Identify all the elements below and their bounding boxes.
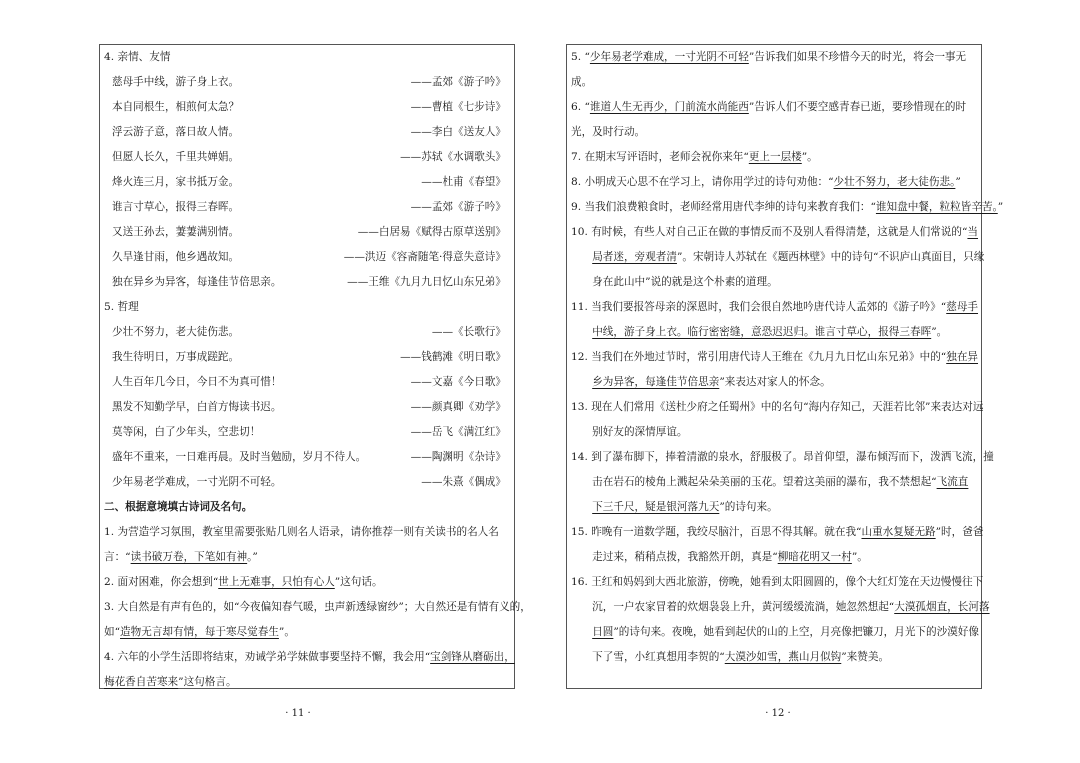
line-segment: 言：“ bbox=[104, 551, 131, 563]
line-segment: 4. 六年的小学生活即将结束，劝诫学弟学妹做事要坚持不懈，我会用“ bbox=[104, 651, 431, 663]
answer-text: 柳暗花明又一村 bbox=[777, 551, 852, 563]
quote-source: ——杜甫《春望》 bbox=[421, 176, 506, 188]
line-text: 少年易老学难成，一寸光阴不可轻。 bbox=[112, 476, 282, 488]
text-line bbox=[567, 445, 994, 470]
text-line bbox=[567, 245, 985, 270]
line-text bbox=[571, 420, 688, 445]
text-line bbox=[567, 620, 981, 645]
answer-text: 乡为异客，每逢佳节倍思亲 bbox=[592, 376, 720, 388]
text-line bbox=[567, 545, 981, 570]
text-line bbox=[567, 495, 981, 520]
text-line bbox=[567, 195, 1004, 220]
quote-line bbox=[100, 70, 514, 95]
quote-line bbox=[100, 220, 514, 245]
quote-source: ——岳飞《满江红》 bbox=[410, 426, 506, 438]
line-segment: 沉，一户农家冒着的炊烟袅袅上升，黄河缓缓流淌，她忽然想起“ bbox=[571, 601, 895, 613]
line-text bbox=[104, 520, 499, 545]
line-text bbox=[104, 620, 295, 645]
line-segment: 7. 在期末写评语时，老师会祝你来年“ bbox=[571, 151, 749, 163]
line-segment: ”。 bbox=[801, 151, 818, 163]
line-text bbox=[571, 545, 868, 570]
line-segment: 走过来，稍稍点拨，我豁然开朗，真是“ bbox=[571, 551, 778, 563]
line-segment: ”。 bbox=[851, 551, 868, 563]
line-segment: 击在岩石的棱角上溅起朵朵美丽的玉花。望着这美丽的瀑布，我不禁想起“ bbox=[571, 476, 937, 488]
line-segment: 别好友的深情厚谊。 bbox=[571, 426, 688, 438]
text-line bbox=[567, 45, 981, 70]
text-line bbox=[567, 145, 981, 170]
line-segment: ”时，爸爸 bbox=[935, 526, 984, 538]
line-text bbox=[571, 595, 990, 620]
line-segment: ”告诉人们不要空感青春已逝，要珍惜现在的时 bbox=[748, 101, 967, 113]
text-line bbox=[567, 95, 981, 120]
line-segment: 8. 小明成天心思不在学习上，请你用学过的诗句劝他：“ bbox=[571, 176, 834, 188]
text-line bbox=[100, 520, 514, 545]
line-text: 谁言寸草心，报得三春晖。 bbox=[112, 201, 240, 213]
line-segment: 1. 为营造学习氛围，教室里需要张贴几则名人语录，请你推荐一则有关读书的名人名 bbox=[104, 526, 499, 538]
line-text: 二、根据意境填古诗词及名句。 bbox=[104, 501, 253, 513]
answer-text: 当 bbox=[967, 226, 979, 238]
line-segment: ”来表达对家人的怀念。 bbox=[719, 376, 831, 388]
line-text bbox=[571, 370, 831, 395]
answer-text: 宝剑锋从磨砺出， bbox=[430, 651, 515, 663]
line-text bbox=[571, 345, 978, 370]
page-number-left: · 11 · bbox=[285, 708, 311, 719]
quote-line bbox=[100, 345, 514, 370]
quote-line bbox=[100, 145, 514, 170]
quote-line bbox=[100, 395, 514, 420]
line-segment: ”。 bbox=[931, 326, 948, 338]
line-text: 莫等闲，白了少年头，空悲切！ bbox=[112, 426, 261, 438]
section-heading bbox=[100, 495, 514, 520]
line-text bbox=[571, 570, 983, 595]
line-text: 5. 哲理 bbox=[104, 301, 139, 313]
line-text bbox=[571, 620, 979, 645]
text-line bbox=[567, 345, 981, 370]
line-text: 慈母手中线，游子身上衣。 bbox=[112, 76, 240, 88]
line-segment: ”的诗句来。夜晚，她看到起伏的山的上空，月亮像把镰刀，月光下的沙漠好像 bbox=[613, 626, 979, 638]
text-line bbox=[567, 120, 981, 145]
line-text bbox=[571, 95, 966, 120]
line-segment: ”告诉我们如果不珍惜今天的时光，将会一事无 bbox=[748, 51, 967, 63]
line-text bbox=[571, 645, 889, 670]
line-segment: 2. 面对困难，你会想到“ bbox=[104, 576, 219, 588]
quote-line bbox=[100, 270, 514, 295]
line-text: 浮云游子意，落日故人情。 bbox=[112, 126, 240, 138]
quote-source: ——陶渊明《杂诗》 bbox=[410, 451, 506, 463]
quote-source: ——洪迈《容斋随笔·得意失意诗》 bbox=[343, 251, 506, 263]
line-segment: ”的诗句来。 bbox=[719, 501, 778, 513]
line-text bbox=[571, 445, 994, 470]
quote-line bbox=[100, 470, 514, 495]
line-segment: ”。 bbox=[278, 626, 295, 638]
line-text bbox=[571, 520, 983, 545]
line-text bbox=[571, 120, 645, 145]
line-segment bbox=[571, 251, 592, 263]
line-text: 本自同根生，相煎何太急？ bbox=[112, 101, 240, 113]
line-text: 盛年不重来，一日难再晨。及时当勉励，岁月不待人。 bbox=[112, 451, 367, 463]
answer-text: 局者迷，旁观者清 bbox=[592, 251, 677, 263]
line-text bbox=[571, 70, 592, 95]
line-segment: 12. 当我们在外地过节时，常引用唐代诗人王维在《九月九日忆山东兄弟》中的“ bbox=[571, 351, 947, 363]
line-segment bbox=[571, 376, 592, 388]
line-segment: 13. 现在人们常用《送杜少府之任蜀州》中的名句“海内存知己，天涯若比邻”来表达对远 bbox=[571, 401, 984, 413]
line-text: 又送王孙去，萋萋满别情。 bbox=[112, 226, 240, 238]
text-line bbox=[567, 645, 981, 670]
line-text: 人生百年几今日，今日不为真可惜！ bbox=[112, 376, 282, 388]
line-segment: 成。 bbox=[571, 76, 593, 88]
line-text bbox=[571, 145, 818, 170]
text-line bbox=[567, 320, 981, 345]
line-segment: 16. 王红和妈妈到大西北旅游，傍晚，她看到太阳圆圆的，像个大红灯笼在天边慢慢往下 bbox=[571, 576, 984, 588]
quote-source: ——颜真卿《劝学》 bbox=[410, 401, 506, 413]
line-text bbox=[104, 670, 237, 695]
page-number-right: · 12 · bbox=[765, 708, 791, 719]
line-text bbox=[571, 270, 778, 295]
line-text bbox=[571, 245, 984, 270]
answer-text: 少壮不努力，老大徒伤悲。 bbox=[833, 176, 956, 188]
answer-text: 中线，游子身上衣。临行密密缝，意恐迟迟归。谁言寸草心，报得三春晖 bbox=[592, 326, 932, 338]
answer-text: 山重水复疑无路 bbox=[861, 526, 936, 538]
line-text: 黑发不知勤学早，白首方悔读书迟。 bbox=[112, 401, 282, 413]
quote-source: ——钱鹤滩《明日歌》 bbox=[400, 351, 506, 363]
line-text bbox=[104, 570, 383, 595]
text-line bbox=[567, 570, 984, 595]
line-segment: ”这句格言。 bbox=[178, 676, 237, 688]
text-line bbox=[100, 645, 514, 670]
line-segment: 14. 到了瀑布脚下，捧着清澈的泉水，舒服极了。昂首仰望，瀑布倾泻而下，泼洒飞流，撞 bbox=[571, 451, 994, 463]
answer-text: 慈母手 bbox=[946, 301, 979, 313]
answer-text: 大漠孤烟直，长河落 bbox=[894, 601, 990, 613]
line-segment: ” bbox=[997, 201, 1004, 213]
line-segment: 身在此山中”说的就是这个朴素的道理。 bbox=[571, 276, 778, 288]
quote-line bbox=[100, 420, 514, 445]
answer-text: 梅花香自苦寒来 bbox=[104, 676, 179, 688]
line-segment: 光，及时行动。 bbox=[571, 126, 646, 138]
line-text bbox=[571, 470, 968, 495]
text-line bbox=[567, 420, 981, 445]
quote-line bbox=[100, 445, 514, 470]
text-line bbox=[567, 395, 984, 420]
line-text: 烽火连三月，家书抵万金。 bbox=[112, 176, 240, 188]
quote-source: ——曹植《七步诗》 bbox=[410, 101, 506, 113]
text-line bbox=[100, 620, 514, 645]
quote-source: ——李白《送友人》 bbox=[410, 126, 506, 138]
line-text bbox=[571, 220, 978, 245]
quote-line bbox=[100, 170, 514, 195]
answer-text: 造物无言却有情，每于寒尽觉春生 bbox=[120, 626, 279, 638]
quote-line bbox=[100, 320, 514, 345]
text-line bbox=[567, 295, 981, 320]
line-segment: 3. 大自然是有声有色的，如“今夜偏知春气暖，虫声新透绿窗纱”；大自然还是有情有义的， bbox=[104, 601, 531, 613]
line-text bbox=[571, 195, 1003, 220]
line-segment: ”。宋朝诗人苏轼在《题西林壁》中的诗句“不识庐山真面目，只缘 bbox=[676, 251, 985, 263]
text-line bbox=[100, 545, 514, 570]
answer-text: 更上一层楼 bbox=[748, 151, 802, 163]
answer-text: 下三千尺，疑是银河落九天 bbox=[592, 501, 720, 513]
line-segment: 。” bbox=[247, 551, 258, 563]
quote-line bbox=[100, 370, 514, 395]
line-text bbox=[104, 545, 258, 570]
line-text: 少壮不努力，老大徒伤悲。 bbox=[112, 326, 240, 338]
quote-line bbox=[100, 120, 514, 145]
answer-text: 独在异 bbox=[946, 351, 979, 363]
right-page bbox=[566, 44, 1004, 689]
line-segment: 9. 当我们浪费粮食时，老师经常用唐代李绅的诗句来教育我们：“ bbox=[571, 201, 876, 213]
text-line bbox=[100, 570, 514, 595]
line-text: 独在异乡为异客，每逢佳节倍思亲。 bbox=[112, 276, 282, 288]
line-text: 4. 亲情、友情 bbox=[104, 51, 171, 63]
text-line bbox=[100, 295, 514, 320]
line-segment bbox=[571, 626, 592, 638]
quote-source: ——孟郊《游子吟》 bbox=[410, 76, 506, 88]
quote-source: ——朱熹《偶成》 bbox=[421, 476, 506, 488]
line-segment: 11. 当我们要报答母亲的深恩时，我们会很自然地吟唐代诗人孟郊的《游子吟》“ bbox=[571, 301, 947, 313]
text-line bbox=[100, 595, 531, 620]
answer-text: 少年易老学难成，一寸光阴不可轻 bbox=[589, 51, 749, 63]
answer-text: 谁知盘中餐，粒粒皆辛苦。 bbox=[875, 201, 998, 213]
quote-line bbox=[100, 245, 514, 270]
line-text: 我生待明日，万事成蹉跎。 bbox=[112, 351, 240, 363]
text-line bbox=[567, 270, 981, 295]
answer-text: 日圆 bbox=[592, 626, 614, 638]
quote-source: ——《长歌行》 bbox=[431, 326, 506, 338]
line-segment: 下了雪，小红真想用李贺的“ bbox=[571, 651, 725, 663]
line-text: 久旱逢甘雨，他乡遇故知。 bbox=[112, 251, 240, 263]
line-segment: 10. 有时候，有些人对自己正在做的事情反而不及别人看得清楚，这就是人们常说的“ bbox=[571, 226, 968, 238]
line-text: 但愿人长久，千里共婵娟。 bbox=[112, 151, 240, 163]
text-line bbox=[100, 670, 514, 695]
quote-source: ——苏轼《水调歌头》 bbox=[400, 151, 506, 163]
line-text bbox=[104, 645, 515, 670]
line-segment: ”来赞美。 bbox=[841, 651, 890, 663]
line-text bbox=[571, 170, 961, 195]
line-segment bbox=[571, 501, 592, 513]
line-segment bbox=[571, 326, 592, 338]
text-line bbox=[567, 170, 981, 195]
line-segment: 6. “ bbox=[571, 101, 590, 113]
line-segment: ”这句话。 bbox=[334, 576, 383, 588]
text-line bbox=[567, 370, 981, 395]
left-page bbox=[99, 44, 531, 689]
quote-source: ——王维《九月九日忆山东兄弟》 bbox=[347, 276, 506, 288]
quote-source: ——文嘉《今日歌》 bbox=[410, 376, 506, 388]
line-text bbox=[571, 295, 978, 320]
answer-text: 读书破万卷，下笔如有神 bbox=[130, 551, 248, 563]
line-text bbox=[104, 595, 531, 620]
text-line bbox=[567, 470, 981, 495]
line-segment: 如“ bbox=[104, 626, 121, 638]
text-line bbox=[567, 595, 990, 620]
quote-line bbox=[100, 195, 514, 220]
text-line bbox=[567, 220, 981, 245]
quote-line bbox=[100, 95, 514, 120]
line-text bbox=[571, 45, 966, 70]
line-segment: ” bbox=[955, 176, 961, 188]
quote-source: ——孟郊《游子吟》 bbox=[410, 201, 506, 213]
text-line bbox=[567, 520, 984, 545]
answer-text: 世上无难事，只怕有心人 bbox=[218, 576, 335, 588]
quote-source: ——白居易《赋得古原草送别》 bbox=[357, 226, 506, 238]
line-segment: 15. 昨晚有一道数学题，我绞尽脑汁，百思不得其解。就在我“ bbox=[571, 526, 862, 538]
line-segment: 5. “ bbox=[571, 51, 590, 63]
answer-text: 大漠沙如雪，燕山月似钩 bbox=[724, 651, 842, 663]
text-line bbox=[567, 70, 981, 95]
text-line bbox=[100, 45, 514, 70]
answer-text: 飞流直 bbox=[936, 476, 969, 488]
line-text bbox=[571, 495, 778, 520]
line-text bbox=[571, 320, 947, 345]
answer-text: 谁道人生无再少，门前流水尚能西 bbox=[589, 101, 749, 113]
line-text bbox=[571, 395, 983, 420]
